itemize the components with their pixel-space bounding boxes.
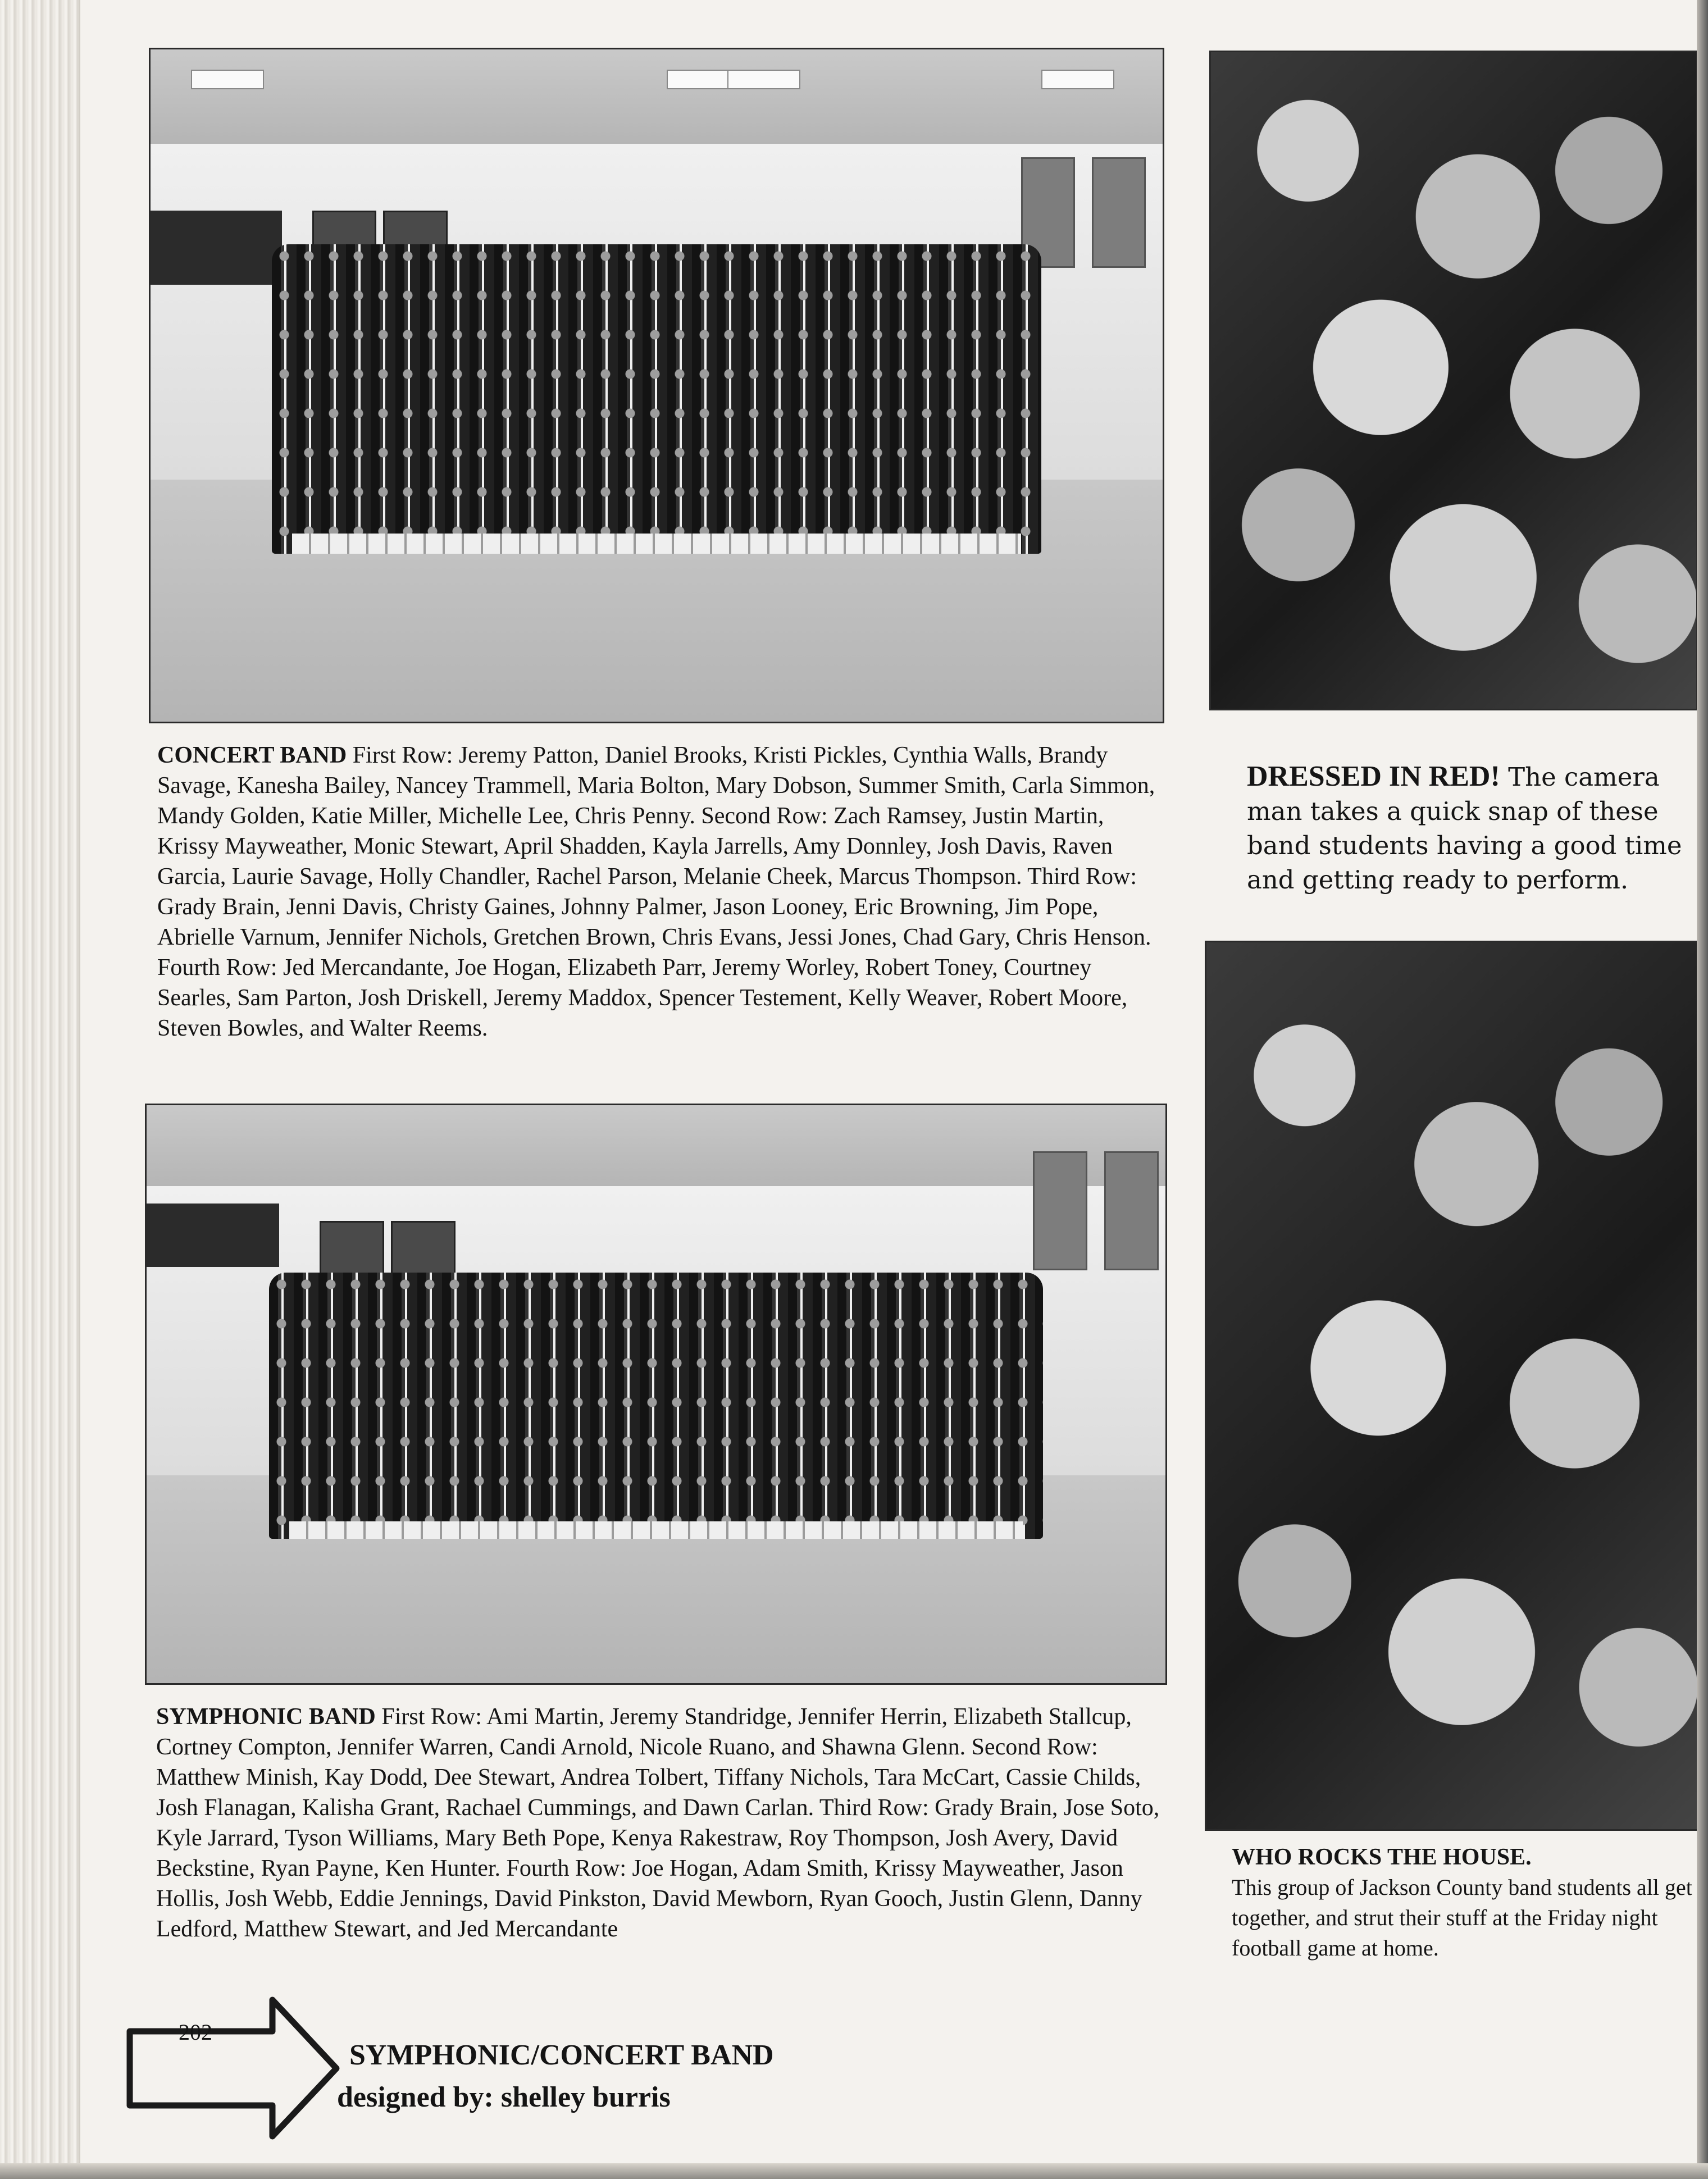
page-number: 202 [179,2020,212,2045]
who-rocks-the-house-photo [1205,941,1699,1831]
section-title: SYMPHONIC/CONCERT BAND [349,2039,774,2071]
symphonic-band-photo [145,1104,1167,1685]
concert-band-photo [149,48,1164,723]
page-binding [0,0,80,2179]
dressed-in-red-caption [1247,759,1691,897]
who-rocks-the-house-title: WHO ROCKS THE HOUSE. [1232,1844,1532,1870]
symphonic-band-title: SYMPHONIC BAND [156,1704,376,1730]
page-right-edge [1697,0,1708,2179]
who-rocks-the-house-text: This group of Jackson County band students all get together, and strut their stuff at the Friday night football game at home. [1232,1875,1692,1961]
concert-band-names: First Row: Jeremy Patton, Daniel Brooks, Kristi Pickles, Cynthia Walls, Brandy Savage, Kanesha Bailey, Nancey Trammell, Maria Bolton, Mary Dobson, Summer Smith, Carla Simmon, Mandy Golden, Katie Miller, Michelle Lee, Chris Penny. Second Row: Zach Ramsey, Justin Martin, Krissy Mayweather, Monic Stewart, April Shadden, Kayla Jarrells, Amy Donnley, Josh Davis, Raven Garcia, Laurie Savage, Holly Chandler, Rachel Parson, Melanie Cheek, Marcus Thompson. Third Row: Grady Brain, Jenni Davis, Christy Gaines, Johnny Palmer, Jason Looney, Eric Browning, Jim Pope, Abrielle Varnum, Jennifer Nichols, Gretchen Brown, Chris Evans, Jessi Jones, Chad Gary, Chris Henson. Fourth Row: Jed Mercandante, Joe Hogan, Elizabeth Parr, Jeremy Worley, Robert Toney, Courtney Searles, Sam Parton, Josh Driskell, Jeremy Maddox, Spencer Testement, Kelly Weaver, Robert Moore, Steven Bowles, and Walter Reems. [157,742,1155,1041]
page-arrow-icon [126,1996,340,2140]
designer-credit: designed by: shelley burris [337,2081,671,2113]
who-rocks-the-house-caption [1232,1842,1692,1963]
symphonic-band-names: First Row: Ami Martin, Jeremy Standridge, Jennifer Herrin, Elizabeth Stallcup, Cortney Compton, Jennifer Warren, Candi Arnold, Nicole Ruano, and Shawna Glenn. Second Row: Matthew Minish, Kay Dodd, Dee Stewart, Andrea Tolbert, Tiffany Nichols, Tara McCart, Cassie Childs, Josh Flanagan, Kalisha Grant, Rachael Cummings, and Dawn Carlan. Third Row: Grady Brain, Jose Soto, Kyle Jarrard, Tyson Williams, Mary Beth Pope, Kenya Rakestraw, Roy Thompson, Josh Avery, David Beckstine, Ryan Payne, Ken Hunter. Fourth Row: Joe Hogan, Adam Smith, Krissy Mayweather, Jason Hollis, Josh Webb, Eddie Jennings, David Pinkston, David Mewborn, Ryan Gooch, Justin Glenn, Danny Ledford, Matthew Stewart, and Jed Mercandante [156,1704,1160,1942]
dressed-in-red-photo [1209,51,1698,710]
symphonic-band-caption [156,1702,1178,1944]
concert-band-title: CONCERT BAND [157,742,347,768]
dressed-in-red-title: DRESSED IN RED! [1247,760,1500,792]
dressed-in-red-text: The camera man takes a quick snap of these band students having a good time and getting ready to perform. [1247,762,1682,895]
concert-band-caption [157,740,1168,1043]
page-bottom-edge [0,2163,1708,2179]
